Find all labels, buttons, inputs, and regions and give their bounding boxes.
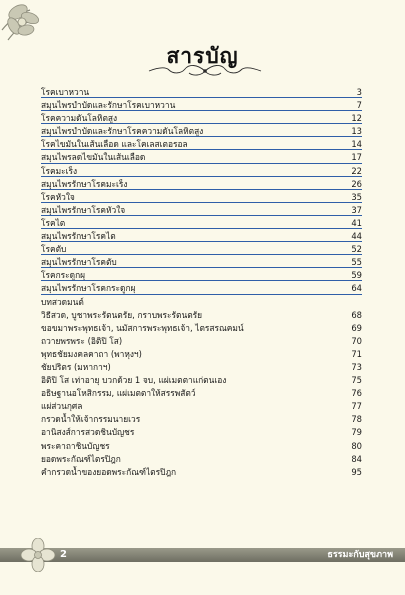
toc-entry-page: 75 (351, 375, 362, 386)
toc-entry-page: 13 (351, 126, 362, 137)
toc-entry-page: 71 (351, 348, 362, 359)
toc-section-heading (41, 296, 362, 309)
toc-entry[interactable] (41, 413, 362, 426)
toc-entry[interactable] (41, 361, 362, 374)
toc-entry[interactable] (41, 309, 362, 322)
toc-entry-title: บทสวดมนต์ (41, 296, 84, 307)
toc-entry-page: 73 (351, 361, 362, 372)
toc-entry-page: 55 (351, 257, 362, 268)
toc-entry[interactable] (41, 269, 362, 282)
page-title: สารบัญ (166, 44, 239, 68)
toc-entry-page: 80 (351, 440, 362, 451)
footer-page-number: 2 (60, 549, 67, 560)
toc-entry-page: 59 (351, 270, 362, 281)
toc-entry[interactable] (41, 387, 362, 400)
toc-entry[interactable] (41, 99, 362, 112)
toc-entry[interactable] (41, 466, 362, 479)
toc-entry[interactable] (41, 151, 362, 164)
toc-entry[interactable] (41, 374, 362, 387)
toc-entry-page: 17 (351, 152, 362, 163)
toc-entry-page: 64 (351, 283, 362, 294)
toc-entry-title: โรคกระดูกผุ (41, 270, 86, 281)
toc-entry-page: 41 (351, 217, 362, 228)
toc-entry[interactable] (41, 335, 362, 348)
toc-entry[interactable] (41, 138, 362, 151)
toc-entry-page: 44 (351, 231, 362, 242)
toc-entry[interactable] (41, 282, 362, 295)
toc-entry-page: 78 (351, 414, 362, 425)
toc-entry-title: ถวายพรพระ (อิติปิ โส) (41, 335, 123, 346)
toc-entry[interactable] (41, 86, 362, 99)
table-of-contents (41, 86, 362, 479)
toc-entry-title: อานิสงส์การสวดชินบัญชร (41, 427, 135, 438)
toc-entry[interactable] (41, 112, 362, 125)
toc-entry[interactable] (41, 230, 362, 243)
toc-entry-title: วิธีสวด, บูชาพระรัตนตรัย, กราบพระรัตนตรัย (41, 309, 203, 320)
toc-entry-title: ขอขมาพระพุทธเจ้า, นมัสการพระพุทธเจ้า, ไตรสรณคมน์ (41, 322, 244, 333)
toc-entry-page: 70 (351, 335, 362, 346)
toc-entry-title: อิติปิ โส เท่าอายุ บวกด้วย 1 จบ, แผ่เมตตาแก่ตนเอง (41, 375, 227, 386)
toc-entry[interactable] (41, 348, 362, 361)
toc-entry-title: โรคความดันโลหิตสูง (41, 113, 118, 124)
toc-entry-title: สมุนไพรบำบัดและรักษาโรคเบาหวาน (41, 100, 176, 111)
toc-entry-title: แผ่ส่วนกุศล (41, 401, 83, 412)
toc-entry-title: คำกรวดน้ำของยอดพระกัณฑ์ไตรปิฎก (41, 466, 177, 477)
toc-entry-page: 76 (351, 388, 362, 399)
toc-entry-title: สมุนไพรรักษาโรคกระดูกผุ (41, 283, 136, 294)
toc-entry[interactable] (41, 256, 362, 269)
toc-entry-title: สมุนไพรบำบัดและรักษาโรคความดันโลหิตสูง (41, 126, 204, 137)
toc-entry[interactable] (41, 440, 362, 453)
toc-entry-page: 37 (351, 204, 362, 215)
toc-entry-page: 79 (351, 427, 362, 438)
toc-entry[interactable] (41, 400, 362, 413)
toc-entry[interactable] (41, 125, 362, 138)
toc-entry-page: 69 (351, 322, 362, 333)
footer-book-title: ธรรมะกับสุขภาพ (327, 550, 393, 560)
toc-entry[interactable] (41, 243, 362, 256)
toc-entry-page: 22 (351, 165, 362, 176)
toc-entry-title: โรคมะเร็ง (41, 165, 78, 176)
toc-entry[interactable] (41, 217, 362, 230)
toc-entry[interactable] (41, 191, 362, 204)
toc-entry-page: 3 (356, 87, 362, 97)
toc-entry-title: พุทธชัยมงคลคาถา (พาหุงฯ) (41, 348, 142, 359)
toc-entry[interactable] (41, 165, 362, 178)
toc-entry-title: อธิษฐานอโหสิกรรม, แผ่เมตตาให้สรรพสัตว์ (41, 388, 196, 399)
toc-entry[interactable] (41, 322, 362, 335)
toc-entry-page: 7 (356, 100, 362, 111)
toc-entry-page: 77 (351, 401, 362, 412)
toc-entry-title: โรคไขมันในเส้นเลือด และโคเลสเตอรอล (41, 139, 188, 150)
toc-entry[interactable] (41, 178, 362, 191)
toc-entry-title: โรคหัวใจ (41, 191, 75, 202)
toc-entry-page: 14 (351, 139, 362, 150)
toc-entry[interactable] (41, 453, 362, 466)
toc-entry-page: 26 (351, 178, 362, 189)
footer-flower-decoration (20, 538, 56, 572)
toc-entry-title: โรคไต (41, 217, 66, 228)
toc-entry-page: 95 (351, 466, 362, 477)
toc-entry-title: สมุนไพรรักษาโรคมะเร็ง (41, 178, 128, 189)
toc-entry-page: 12 (351, 113, 362, 124)
toc-entry-page: 52 (351, 244, 362, 255)
toc-entry[interactable] (41, 204, 362, 217)
toc-entry-page: 84 (351, 453, 362, 464)
toc-entry-page: 35 (351, 191, 362, 202)
toc-entry-title: โรคตับ (41, 244, 67, 255)
toc-entry-title: โรคเบาหวาน (41, 87, 90, 97)
title-ornament-decoration (145, 64, 265, 78)
toc-entry-title: กรวดน้ำให้เจ้ากรรมนายเวร (41, 414, 141, 425)
toc-entry[interactable] (41, 426, 362, 439)
toc-entry-title: สมุนไพรรักษาโรคไต (41, 231, 116, 242)
toc-entry-title: ชัยปริตร (มหากาฯ) (41, 361, 111, 372)
toc-entry-title: พระคาถาชินบัญชร (41, 440, 110, 451)
toc-entry-page: 68 (351, 309, 362, 320)
toc-entry-title: สมุนไพรรักษาโรคหัวใจ (41, 204, 126, 215)
toc-entry-title: สมุนไพรรักษาโรคตับ (41, 257, 117, 268)
toc-entry-title: สมุนไพรลดไขมันในเส้นเลือด (41, 152, 146, 163)
toc-entry-title: ยอดพระกัณฑ์ไตรปิฎก (41, 453, 121, 464)
